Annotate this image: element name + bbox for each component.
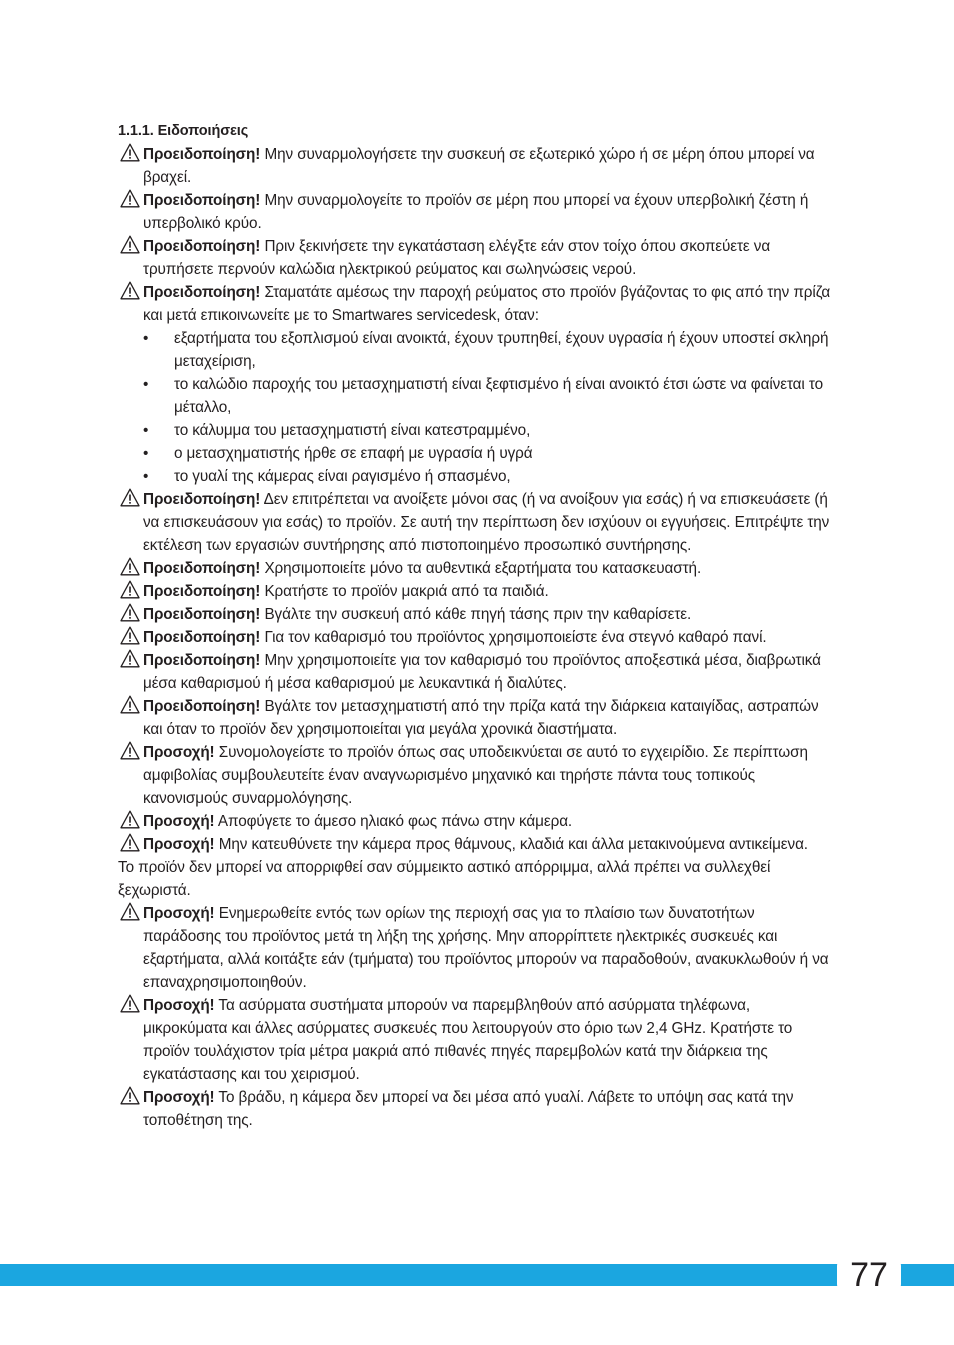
bullet-text: εξαρτήματα του εξοπλισμού είναι ανοικτά, έχουν τρυπηθεί, έχουν υγρασία ή έχουν υποστεί σκληρή μεταχείριση,: [174, 330, 829, 370]
warning-item: [118, 649, 836, 695]
warning-triangle-icon: [120, 626, 140, 645]
bullet-marker: •: [143, 376, 149, 393]
warning-label: Προσοχή!: [143, 744, 215, 761]
warning-item: [118, 626, 836, 649]
warning-triangle-icon: [120, 695, 140, 714]
warning-label: Προειδοποίηση!: [143, 284, 261, 301]
warning-triangle-icon: [120, 1086, 140, 1105]
warning-triangle-icon: [120, 810, 140, 829]
warning-triangle-icon: [120, 189, 140, 208]
warning-label: Προσοχή!: [143, 1089, 215, 1106]
warning-label: Προειδοποίηση!: [143, 652, 261, 669]
warning-label: Προειδοποίηση!: [143, 146, 261, 163]
bullet-item: [118, 442, 836, 465]
paragraph: Το προϊόν δεν μπορεί να απορριφθεί σαν σύμμεικτο αστικό απόρριμμα, αλλά πρέπει να συλλεχθεί ξεχωριστά.: [118, 859, 771, 899]
warning-triangle-icon: [120, 833, 140, 852]
warning-label: Προειδοποίηση!: [143, 606, 261, 623]
warning-label: Προσοχή!: [143, 813, 215, 830]
bullet-text: το καλώδιο παροχής του μετασχηματιστή είναι ξεφτισμένο ή είναι ανοικτό έτσι ώστε να φαίνεται το μέταλλο,: [174, 376, 823, 416]
warning-triangle-icon: [120, 902, 140, 921]
bullet-item: [118, 373, 836, 419]
warning-text: Ενημερωθείτε εντός των ορίων της περιοχή σας για το πλαίσιο των δυνατοτήτων παράδοσης του προϊόντος μετά τη λήξη της χρήσης. Μην απορρίπτετε ηλεκτρικές συσκευές και εξαρτήματα, αλλά κοιτάξτε εάν (τμήματα) του προϊόντος μπορούν να παραδοθούν, ανακυκλωθούν ή να επαναχρησιμοποιηθούν.: [143, 905, 829, 991]
warning-item: [118, 557, 836, 580]
bullet-marker: •: [143, 422, 149, 439]
bullet-item: [118, 327, 836, 373]
warning-text: Βγάλτε τον μετασχηματιστή από την πρίζα κατά την διάρκεια καταιγίδας, αστραπών και όταν το προϊόν δεν χρησιμοποιείται για μεγάλα χρονικά διαστήματα.: [143, 698, 819, 738]
bullet-text: το γυαλί της κάμερας είναι ραγισμένο ή σπασμένο,: [174, 468, 511, 485]
warning-item: [118, 281, 836, 327]
bullet-item: [118, 465, 836, 488]
warning-item: [118, 994, 836, 1086]
warning-text: Δεν επιτρέπεται να ανοίξετε μόνοι σας (ή να ανοίξουν για εσάς) ή να επισκευάσετε (ή να επισκευάσουν για εσάς) το προϊόν. Σε αυτή την περίπτωση δεν ισχύουν οι εγγυήσεις. Επιτρέψτε την εκτέλεση των εργασιών συντήρησης από πιστοποιημένο προσωπικό συντήρησης.: [143, 491, 830, 554]
warning-triangle-icon: [120, 143, 140, 162]
notice-list: [118, 143, 836, 1132]
warning-item: [118, 189, 836, 235]
warning-item: [118, 741, 836, 810]
warning-label: Προσοχή!: [143, 997, 215, 1014]
warning-item: [118, 810, 836, 833]
warning-item: [118, 235, 836, 281]
warning-label: Προειδοποίηση!: [143, 629, 261, 646]
bullet-item: [118, 419, 836, 442]
bullet-text: ο μετασχηματιστής ήρθε σε επαφή με υγρασία ή υγρά: [174, 445, 533, 462]
warning-label: Προειδοποίηση!: [143, 238, 261, 255]
warning-triangle-icon: [120, 488, 140, 507]
warning-text: Το βράδυ, η κάμερα δεν μπορεί να δει μέσα από γυαλί. Λάβετε το υπόψη σας κατά την τοποθέτηση της.: [143, 1089, 794, 1129]
warning-text: Μην κατευθύνετε την κάμερα προς θάμνους, κλαδιά και άλλα μετακινούμενα αντικείμενα.: [214, 836, 808, 853]
warning-text: Μην χρησιμοποιείτε για τον καθαρισμό του προϊόντος αποξεστικά μέσα, διαβρωτικά μέσα καθαρισμού ή μέσα καθαρισμού με λευκαντικά ή διαλύτες.: [143, 652, 821, 692]
warning-text: Πριν ξεκινήσετε την εγκατάσταση ελέγξτε εάν στον τοίχο όπου σκοπεύετε να τρυπήσετε περνούν καλώδια ηλεκτρικού ρεύματος και σωληνώσεις νερού.: [143, 238, 771, 278]
warning-label: Προειδοποίηση!: [143, 698, 261, 715]
warning-triangle-icon: [120, 557, 140, 576]
footer-bar: [0, 1264, 954, 1286]
warning-label: Προειδοποίηση!: [143, 491, 261, 508]
bullet-text: το κάλυμμα του μετασχηματιστή είναι κατεστραμμένο,: [174, 422, 531, 439]
warning-item: [118, 1086, 836, 1132]
warning-label: Προσοχή!: [143, 905, 215, 922]
warning-triangle-icon: [120, 580, 140, 599]
safety-notices-section: [118, 120, 836, 1132]
warning-text: Συνομολογείστε το προϊόν όπως σας υποδεικνύεται σε αυτό το εγχειρίδιο. Σε περίπτωση αμφιβολίας συμβουλευτείτε έναν αναγνωρισμένο μηχανικό και τηρήστε πάντα τους τοπικούς κανονισμούς συναρμολόγησης.: [143, 744, 808, 807]
warning-item: [118, 580, 836, 603]
warning-triangle-icon: [120, 235, 140, 254]
warning-text: Για τον καθαρισμό του προϊόντος χρησιμοποιείστε ένα στεγνό καθαρό πανί.: [260, 629, 767, 646]
warning-label: Προειδοποίηση!: [143, 560, 261, 577]
bullet-marker: •: [143, 445, 149, 462]
warning-triangle-icon: [120, 741, 140, 760]
warning-label: Προειδοποίηση!: [143, 192, 261, 209]
warning-item: [118, 833, 836, 856]
warning-item: [118, 603, 836, 626]
warning-label: Προσοχή!: [143, 836, 215, 853]
warning-triangle-icon: [120, 281, 140, 300]
bullet-marker: •: [143, 330, 149, 347]
warning-text: Σταματάτε αμέσως την παροχή ρεύματος στο προϊόν βγάζοντας το φις από την πρίζα και μετά επικοινωνείτε με το Smartwares servicedesk, όταν:: [143, 284, 831, 324]
warning-text: Κρατήστε το προϊόν μακριά από τα παιδιά.: [260, 583, 549, 600]
warning-text: Βγάλτε την συσκευή από κάθε πηγή τάσης πριν την καθαρίσετε.: [260, 606, 692, 623]
warning-item: [118, 902, 836, 994]
warning-item: [118, 695, 836, 741]
warning-text: Μην συναρμολογείτε το προϊόν σε μέρη που μπορεί να έχουν υπερβολική ζέστη ή υπερβολικό κρύο.: [143, 192, 809, 232]
warning-text: Χρησιμοποιείτε μόνο τα αυθεντικά εξαρτήματα του κατασκευαστή.: [260, 560, 702, 577]
section-heading: 1.1.1. Ειδοποιήσεις: [118, 123, 249, 139]
warning-triangle-icon: [120, 649, 140, 668]
warning-triangle-icon: [120, 603, 140, 622]
warning-text: Τα ασύρματα συστήματα μπορούν να παρεμβληθούν από ασύρματα τηλέφωνα, μικροκύματα και άλλες ασύρματες συσκευές που λειτουργούν στο όριο των 2,4 GHz. Κρατήστε το προϊόν τουλάχιστον τρία μέτρα μακριά από πιθανές πηγές παρεμβολών κατά την διάρκεια της εγκατάστασης και του χειρισμού.: [143, 997, 793, 1083]
warning-item: [118, 488, 836, 557]
warning-item: [118, 143, 836, 189]
bullet-marker: •: [143, 468, 149, 485]
warning-label: Προειδοποίηση!: [143, 583, 261, 600]
page-number: 77: [850, 1256, 888, 1294]
warning-text: Αποφύγετε το άμεσο ηλιακό φως πάνω στην κάμερα.: [214, 813, 573, 830]
warning-text: Μην συναρμολογήσετε την συσκευή σε εξωτερικό χώρο ή σε μέρη όπου μπορεί να βραχεί.: [143, 146, 815, 186]
warning-triangle-icon: [120, 994, 140, 1013]
